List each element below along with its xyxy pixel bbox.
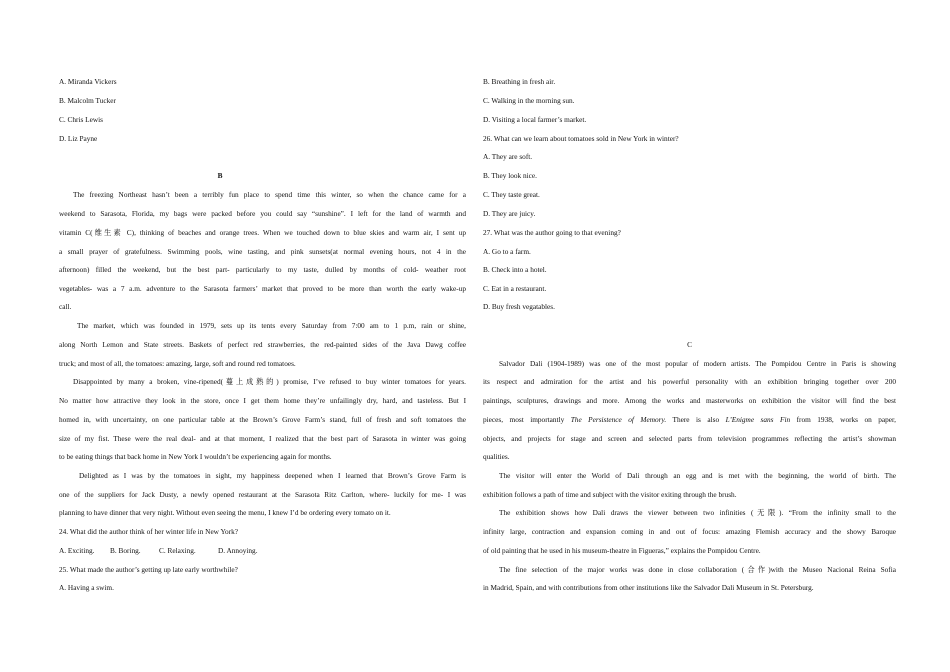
q27-option-a: A. Go to a farm.	[483, 247, 531, 256]
q23-option-a: A. Miranda Vickers	[59, 77, 117, 86]
passage-c-line: The visitor will enter the World of Dali through an egg and is met with the beginning, the world of birth. The	[499, 471, 896, 480]
q27-option-c: C. Eat in a restaurant.	[483, 284, 547, 293]
passage-c-text: from 1938, works on paper,	[790, 415, 896, 424]
artwork-title: The Persistence of Memory.	[570, 415, 667, 424]
passage-b-line: call.	[59, 302, 72, 311]
q25-stem: 25. What made the author’s getting up late early worthwhile?	[59, 565, 238, 574]
q23-option-b: B. Malcolm Tucker	[59, 96, 116, 105]
passage-c-line: in Madrid, Spain, and with contributions from other institutions like the Salvador Dali Museum in St. Petersburg.	[483, 583, 814, 592]
passage-b-line: truck; and most of all, the tomatoes: amazing, large, soft and round red tomatoes.	[59, 359, 296, 368]
q27-option-b: B. Check into a hotel.	[483, 265, 547, 274]
passage-b-line: a small prayer of gratefulness. Swimming pools, wine tasting, and pink sunsets(at normal evening hours, not 4 in the	[59, 247, 466, 256]
passage-c-line	[483, 415, 896, 425]
passage-b-line: along North Lemon and State streets. Baskets of perfect red strawberries, the red-painted sides of the Java Dawg coffee	[59, 340, 466, 349]
passage-c-line: its respect and admiration for the artist and his powerful personality with an exhibition bringing together over 200	[483, 377, 896, 386]
passage-b-line: vitamin C(维生素 C), thinking of beaches and orange trees. When we touched down to blue skies and warm air, I sent up	[59, 228, 466, 237]
passage-c-line: The exhibition shows how Dali draws the viewer between two infinities (无限). “From the infinity small to the	[499, 508, 896, 517]
passage-c-line: paintings, sculptures, drawings and more. Among the works and masterworks on exhibition the visitor will find the best	[483, 396, 896, 405]
passage-b-line: The market, which was founded in 1979, sets up its tents every Saturday from 7:00 am to 1 p.m, rain or shine,	[77, 321, 466, 330]
q26-option-b: B. They look nice.	[483, 171, 537, 180]
section-c-heading: C	[687, 340, 692, 349]
q27-stem: 27. What was the author going to that evening?	[483, 228, 621, 237]
q25-option-a: A. Having a swim.	[59, 583, 114, 592]
q24-option-c: C. Relaxing.	[159, 546, 196, 555]
q25-option-b: B. Breathing in fresh air.	[483, 77, 556, 86]
passage-b-line: to be eating things that back home in New York I wouldn’t be experiencing again for months.	[59, 452, 332, 461]
passage-c-line: qualities.	[483, 452, 510, 461]
passage-c-text: pieces, most importantly	[483, 415, 571, 424]
passage-b-line: Delighted as I was by the tomatoes in sight, my happiness deepened when I learned that Brown’s Grove Farm is	[79, 471, 466, 480]
passage-c-line: exhibition follows a path of time and subject with the visitor exiting through the brush.	[483, 490, 737, 499]
q24-option-a: A. Exciting.	[59, 546, 95, 555]
q26-option-a: A. They are soft.	[483, 152, 533, 161]
passage-b-line: The freezing Northeast hasn’t been a terribly fun place to spend time this winter, so when the chance came for a	[73, 190, 466, 199]
passage-c-line: of old painting that he used in his museum-theatre in Figueras,” explains the Pompidou Centre.	[483, 546, 761, 555]
passage-b-line: afternoon) filled the weekend, but the best part- particularly to my taste, dulled by months of cold- weather root	[59, 265, 466, 274]
q26-option-c: C. They taste great.	[483, 190, 540, 199]
passage-b-line: Disappointed by many a broken, vine-ripened(蔓上成熟的) promise, I’ve refused to buy winter tomatoes for years.	[73, 377, 466, 386]
passage-b-line: one of the suppliers for Jack Dusty, a newly opened restaurant at the Sarasota Ritz Carlton, where- luckily for me- I was	[59, 490, 466, 499]
q25-option-d: D. Visiting a local farmer’s market.	[483, 115, 587, 124]
q26-stem: 26. What can we learn about tomatoes sold in New York in winter?	[483, 134, 679, 143]
passage-c-text: There is also	[666, 415, 726, 424]
q23-option-c: C. Chris Lewis	[59, 115, 103, 124]
q25-option-c: C. Walking in the morning sun.	[483, 96, 575, 105]
passage-b-line: vegetables- was a 7 a.m. adventure to the Sarasota farmers’ market that proved to be more than worth the early wake-up	[59, 284, 466, 293]
q23-option-d: D. Liz Payne	[59, 134, 98, 143]
q27-option-d: D. Buy fresh vegatables.	[483, 302, 555, 311]
passage-c-line: The fine selection of the major works was done in close collaboration (合作)with the Museo Nacional Reina Sofia	[499, 565, 896, 574]
passage-b-line: homed in, with uncertainty, on one particular table at the Brown’s Grove Farm’s stand, full of fresh and soft tomatoes the	[59, 415, 466, 424]
passage-b-line: planning to have dinner that very night. Without even seeing the menu, I knew I’d be ordering every tomato on it.	[59, 508, 391, 517]
q24-options	[59, 546, 258, 556]
q24-stem: 24. What did the author think of her winter life in New York?	[59, 527, 239, 536]
artwork-title: L’Enigme sans Fin	[725, 415, 791, 424]
section-b-heading: B	[217, 171, 223, 180]
passage-b-line: weekend to Sarasota, Florida, my bags were packed before you could say “sunshine”. I left for the land of warmth and	[59, 209, 466, 218]
q24-option-b: B. Boring.	[110, 546, 141, 555]
passage-b-line: size of my fist. These were the real deal- and at that moment, I realized that the best part of Sarasota in winter was going	[59, 434, 466, 443]
q24-option-d: D. Annoying.	[218, 546, 258, 555]
passage-c-line: infinity large, contraction and expansion coming in and out of focus: amazing Flemish accuracy and the showy Baroque	[483, 527, 896, 536]
q26-option-d: D. They are juicy.	[483, 209, 536, 218]
passage-c-line: Salvador Dali (1904-1989) was one of the most popular of modern artists. The Pompidou Centre in Paris is showing	[499, 359, 896, 368]
passage-c-line: objects, and projects for stage and screen and selected parts from television programmes reflecting the artist’s showman	[483, 434, 896, 443]
passage-b-line: No matter how attractive they look in the store, once I get them home they’re unfailingly dry, hard, and tasteless. But I	[59, 396, 466, 405]
